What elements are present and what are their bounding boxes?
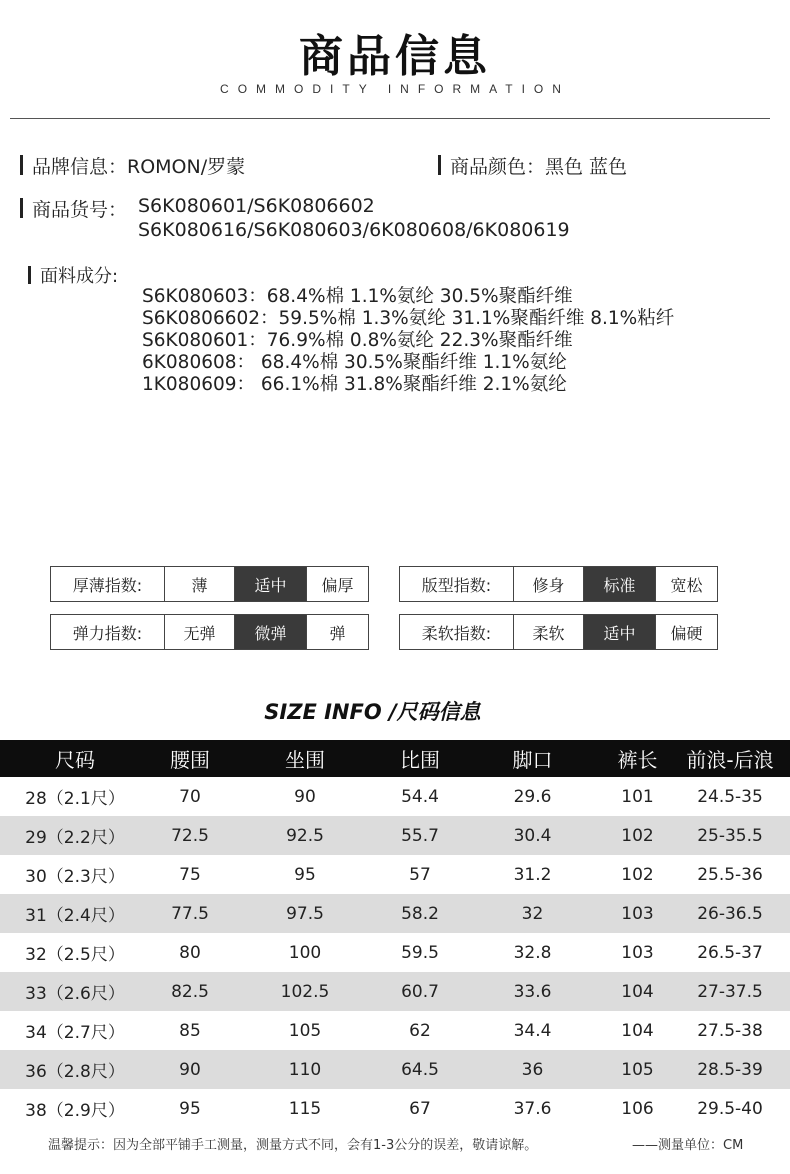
table-cell: 110 bbox=[230, 1050, 380, 1089]
index-option: 适中 bbox=[584, 615, 656, 649]
fabric-line: S6K080603：68.4%棉 1.1%氨纶 30.5%聚酯纤维 bbox=[142, 286, 573, 307]
bar-marker bbox=[20, 198, 23, 218]
column-header: 腰围 bbox=[150, 740, 230, 777]
table-cell: 67 bbox=[409, 1098, 431, 1119]
column-header: 坐围 bbox=[230, 740, 380, 777]
table-cell: 97.5 bbox=[230, 894, 380, 933]
table-cell: 29（2.2尺） bbox=[0, 816, 150, 855]
table-cell: 55.7 bbox=[380, 816, 460, 855]
table-cell: 103 bbox=[621, 942, 654, 963]
column-header: 脚口 bbox=[460, 740, 605, 777]
column-header: 比围 bbox=[380, 740, 460, 777]
table-cell: 70 bbox=[179, 786, 201, 807]
table-cell: 72.5 bbox=[150, 816, 230, 855]
table-cell: 101 bbox=[621, 786, 654, 807]
fabric-label: 面料成分: bbox=[40, 266, 119, 287]
table-cell: 104 bbox=[621, 1020, 654, 1041]
table-cell: 29.6 bbox=[513, 786, 552, 807]
index-option: 标准 bbox=[584, 567, 656, 601]
table-cell: 25-35.5 bbox=[670, 816, 790, 855]
table-cell: 103 bbox=[605, 894, 670, 933]
page-title: 商品信息 bbox=[299, 31, 491, 82]
footer-unit: ——测量单位：CM bbox=[632, 1138, 744, 1153]
table-cell: 26-36.5 bbox=[670, 894, 790, 933]
table-row bbox=[0, 1011, 790, 1050]
fabric-line: S6K080601：76.9%棉 0.8%氨纶 22.3%聚酯纤维 bbox=[142, 330, 573, 351]
table-cell: 54.4 bbox=[401, 786, 439, 807]
table-cell: 34.4 bbox=[513, 1020, 552, 1041]
table-cell: 32 bbox=[460, 894, 605, 933]
index-label: 厚薄指数: bbox=[51, 567, 165, 601]
table-cell: 106 bbox=[621, 1098, 654, 1119]
column-header: 尺码 bbox=[0, 740, 150, 777]
table-row bbox=[0, 894, 790, 933]
fabric-line: S6K0806602：59.5%棉 1.3%氨纶 31.1%聚酯纤维 8.1%粘纤 bbox=[142, 308, 675, 329]
table-cell: 36 bbox=[460, 1050, 605, 1089]
fit-index bbox=[399, 566, 718, 602]
table-cell: 105 bbox=[605, 1050, 670, 1089]
table-cell: 24.5-35 bbox=[697, 786, 763, 807]
table-cell: 62 bbox=[409, 1020, 431, 1041]
bar-marker bbox=[20, 155, 23, 175]
column-header: 前浪-后浪 bbox=[670, 740, 790, 777]
index-label: 柔软指数: bbox=[400, 615, 514, 649]
table-cell: 32.8 bbox=[513, 942, 552, 963]
table-cell: 64.5 bbox=[380, 1050, 460, 1089]
table-cell: 104 bbox=[605, 972, 670, 1011]
table-cell: 25.5-36 bbox=[697, 864, 763, 885]
table-cell: 33.6 bbox=[460, 972, 605, 1011]
table-cell: 90 bbox=[294, 786, 316, 807]
sku-line-2: S6K080616/S6K080603/6K080608/6K080619 bbox=[138, 219, 570, 241]
index-option: 微弹 bbox=[235, 615, 307, 649]
size-info-title: SIZE INFO /尺码信息 bbox=[264, 700, 481, 724]
sku-label: 商品货号： bbox=[32, 199, 128, 221]
table-row bbox=[0, 777, 790, 816]
table-cell: 38（2.9尺） bbox=[25, 1101, 125, 1121]
fabric-line: 6K080608： 68.4%棉 30.5%聚酯纤维 1.1%氨纶 bbox=[142, 352, 567, 373]
color-info: 商品颜色：黑色 蓝色 bbox=[450, 156, 628, 178]
table-cell: 58.2 bbox=[380, 894, 460, 933]
elasticity-index bbox=[50, 614, 369, 650]
table-row bbox=[0, 1050, 790, 1089]
table-cell: 90 bbox=[150, 1050, 230, 1089]
table-cell: 26.5-37 bbox=[697, 942, 763, 963]
index-label: 版型指数: bbox=[400, 567, 514, 601]
index-label: 弹力指数: bbox=[51, 615, 165, 649]
thickness-index bbox=[50, 566, 369, 602]
table-cell: 31（2.4尺） bbox=[0, 894, 150, 933]
table-cell: 105 bbox=[288, 1020, 322, 1041]
table-cell: 31.2 bbox=[513, 864, 552, 885]
index-option: 偏厚 bbox=[321, 575, 354, 595]
size-table bbox=[0, 740, 790, 1128]
table-cell: 30.4 bbox=[460, 816, 605, 855]
table-row bbox=[0, 972, 790, 1011]
table-cell: 33（2.6尺） bbox=[0, 972, 150, 1011]
table-cell: 102 bbox=[621, 864, 654, 885]
table-cell: 36（2.8尺） bbox=[0, 1050, 150, 1089]
table-cell: 115 bbox=[288, 1098, 322, 1119]
index-option: 柔软 bbox=[514, 615, 584, 649]
bar-marker bbox=[438, 155, 441, 175]
table-cell: 80 bbox=[179, 942, 201, 963]
table-cell: 92.5 bbox=[230, 816, 380, 855]
table-row bbox=[0, 933, 790, 972]
table-cell: 34（2.7尺） bbox=[25, 1023, 125, 1043]
table-cell: 37.6 bbox=[513, 1098, 552, 1119]
table-cell: 59.5 bbox=[401, 942, 439, 963]
table-cell: 85 bbox=[179, 1020, 201, 1041]
index-option: 薄 bbox=[165, 567, 235, 601]
footer-note: 温馨提示：因为全部平铺手工测量，测量方式不同，会有1-3公分的误差，敬请谅解。 bbox=[48, 1138, 538, 1153]
table-cell: 28（2.1尺） bbox=[25, 789, 125, 809]
table-cell: 75 bbox=[179, 864, 201, 885]
table-cell: 77.5 bbox=[150, 894, 230, 933]
table-row bbox=[0, 1089, 790, 1128]
table-cell: 27-37.5 bbox=[670, 972, 790, 1011]
index-option: 宽松 bbox=[670, 575, 703, 595]
table-cell: 57 bbox=[409, 864, 431, 885]
softness-index bbox=[399, 614, 718, 650]
table-cell: 100 bbox=[288, 942, 322, 963]
index-option: 弹 bbox=[329, 623, 346, 643]
index-option: 无弹 bbox=[165, 615, 235, 649]
table-row bbox=[0, 816, 790, 855]
table-cell: 28.5-39 bbox=[670, 1050, 790, 1089]
table-cell: 30（2.3尺） bbox=[25, 867, 125, 887]
index-option: 偏硬 bbox=[670, 623, 703, 643]
table-cell: 102.5 bbox=[230, 972, 380, 1011]
page-subtitle: COMMODITY INFORMATION bbox=[220, 82, 570, 96]
divider bbox=[10, 118, 770, 119]
brand-info: 品牌信息：ROMON/罗蒙 bbox=[32, 156, 246, 178]
table-header-row bbox=[0, 740, 790, 777]
table-cell: 102 bbox=[605, 816, 670, 855]
table-cell: 27.5-38 bbox=[697, 1020, 763, 1041]
table-cell: 95 bbox=[294, 864, 316, 885]
table-cell: 95 bbox=[179, 1098, 201, 1119]
bar-marker bbox=[28, 266, 31, 284]
table-cell: 29.5-40 bbox=[697, 1098, 763, 1119]
table-cell: 32（2.5尺） bbox=[25, 945, 125, 965]
fabric-line: 1K080609： 66.1%棉 31.8%聚酯纤维 2.1%氨纶 bbox=[142, 374, 567, 395]
table-cell: 82.5 bbox=[150, 972, 230, 1011]
table-row bbox=[0, 855, 790, 894]
sku-line-1: S6K080601/S6K0806602 bbox=[138, 195, 375, 217]
index-option: 修身 bbox=[514, 567, 584, 601]
table-cell: 60.7 bbox=[380, 972, 460, 1011]
column-header: 裤长 bbox=[605, 740, 670, 777]
index-option: 适中 bbox=[235, 567, 307, 601]
